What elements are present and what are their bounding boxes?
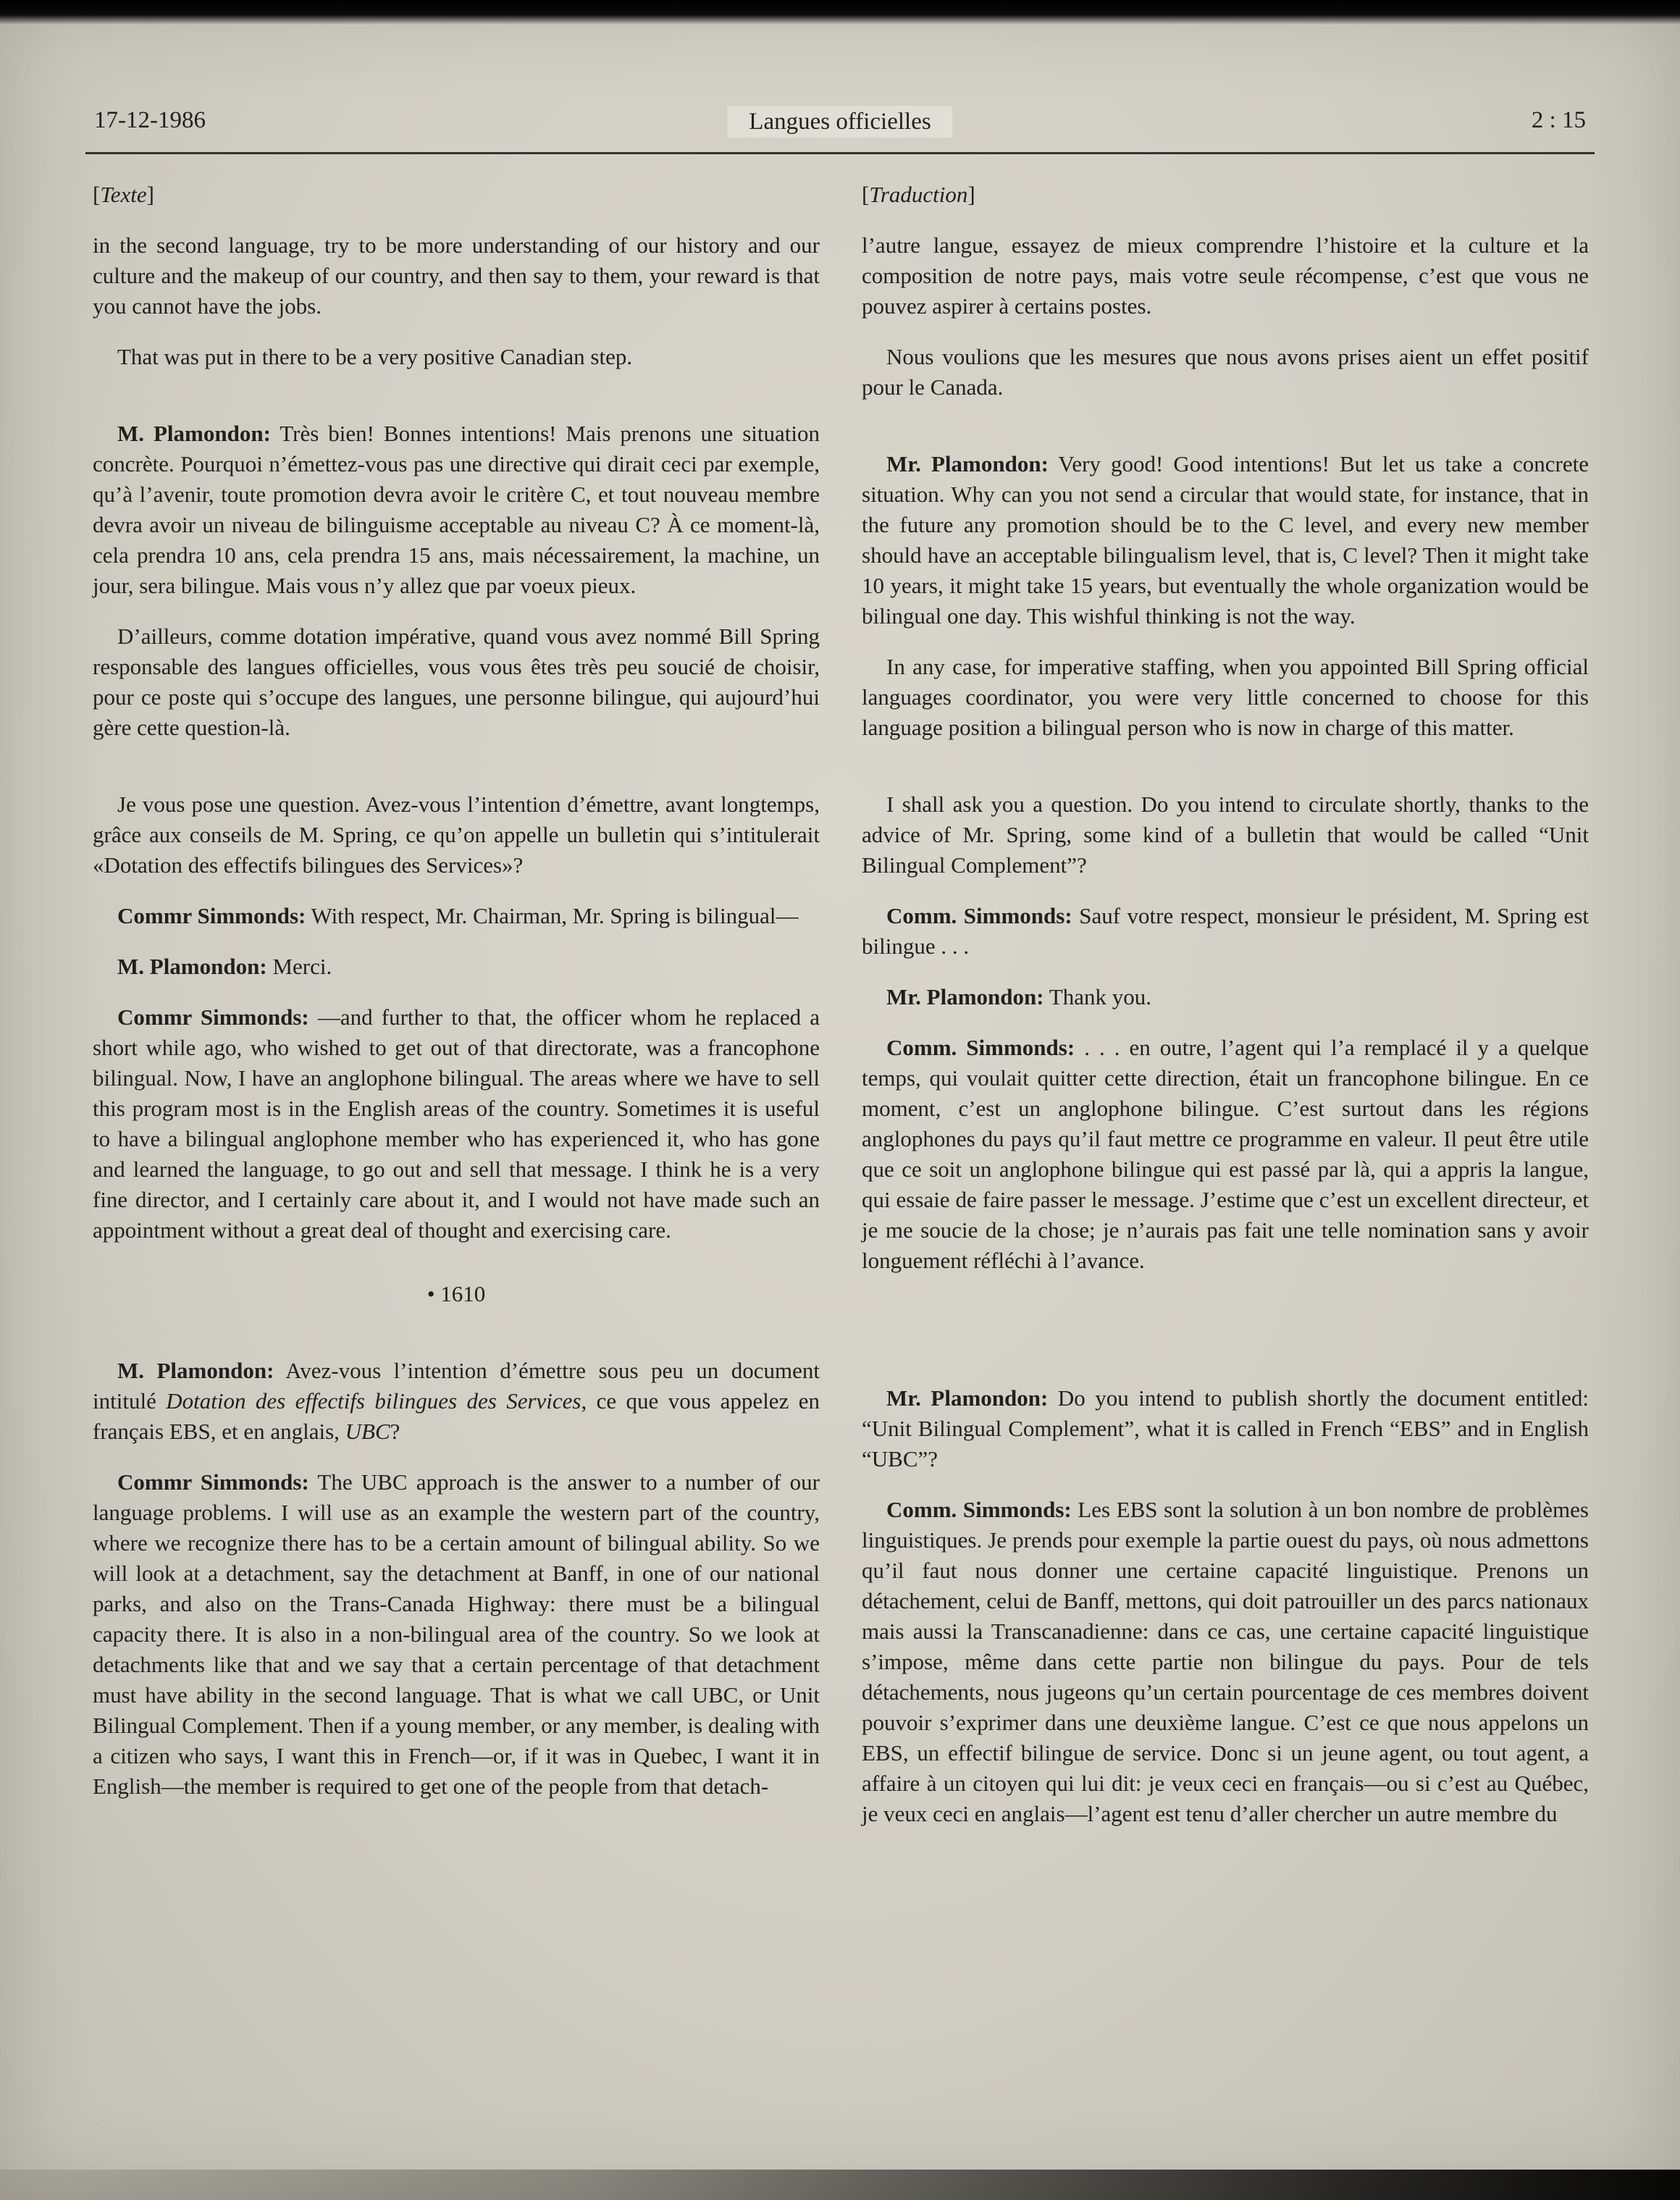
- paragraph: That was put in there to be a very positive Canadian step.: [117, 344, 633, 369]
- paragraph: M. Plamondon: Merci.: [117, 954, 332, 979]
- paragraph: Comm. Simmonds: . . . en outre, l’agent qui l’a remplacé il y a quelque temps, qui voulait quitter cette direction, était un francophone bilingue. En ce moment, c’est un anglophone bilingue. C’est surtout dans les régions anglophones du pays qu’il faut mettre ce programme en valeur. Il peut être utile que ce soit un anglophone bilingue qui est passé par là, qui a appris la langue, qui essaie de faire passer le message. J’estime que c’est un excellent directeur, et je me soucie de la chose; je n’aurais pas fait une telle nomination sans y avoir longuement réfléchi à l’avance.: [862, 1035, 1589, 1273]
- header-date: 17-12-1986: [94, 107, 206, 133]
- paragraph: D’ailleurs, comme dotation impérative, quand vous avez nommé Bill Spring responsable des langues officielles, vous vous êtes très peu soucié de choisir, pour ce poste qui s’occupe des langues, une personne bilingue, qui aujourd’hui gère cette question-là.: [93, 624, 820, 740]
- paragraph: In any case, for imperative staffing, when you appointed Bill Spring official languages coordinator, you were very little concerned to choose for this language position a bilingual person who is now in charge of this matter.: [862, 654, 1589, 740]
- paragraph: Commr Simmonds: With respect, Mr. Chairman, Mr. Spring is bilingual—: [117, 903, 799, 928]
- paragraph: M. Plamondon: Très bien! Bonnes intentions! Mais prenons une situation concrète. Pourquoi n’émettez-vous pas une directive qui dirait ceci par exemple, qu’à l’avenir, toute promotion devra avoir le critère C, et tout nouveau membre devra avoir un niveau de bilinguisme acceptable au niveau C? À ce moment-là, cela prendra 10 ans, cela prendra 15 ans, mais nécessairement, la machine, un jour, sera bilingue. Mais vous n’y allez que par voeux pieux.: [93, 421, 820, 598]
- two-column-body: [93, 180, 1589, 1829]
- scan-edge-top: [0, 0, 1680, 25]
- paragraph: Mr. Plamondon: Thank you.: [886, 984, 1151, 1009]
- paragraph: M. Plamondon: Avez-vous l’intention d’émettre sous peu un document intitulé Dotation des effectifs bilingues des Services, ce que vous appelez en français EBS, et en anglais, UBC?: [93, 1358, 820, 1444]
- paragraph: l’autre langue, essayez de mieux comprendre l’histoire et la culture et la composition de notre pays, mais votre seule récompense, c’est que vous ne pouvez aspirer à certains postes.: [862, 232, 1589, 319]
- column-label: [Texte]: [93, 182, 154, 207]
- header-page-number: 2 : 15: [1531, 107, 1586, 133]
- paragraph: Mr. Plamondon: Very good! Good intentions! But let us take a concrete situation. Why can you not send a circular that would state, for instance, that in the future any promotion should be to the C level, and every new member should have an acceptable bilingualism level, that is, C level? Then it might take 10 years, it might take 15 years, but eventually the whole organization would be bilingual one day. This wishful thinking is not the way.: [862, 451, 1589, 629]
- column-label: [Traduction]: [862, 182, 975, 207]
- column-traduction: [862, 180, 1589, 1829]
- paragraph: Nous voulions que les mesures que nous avons prises aient un effet positif pour le Canada.: [862, 344, 1589, 400]
- paragraph: Mr. Plamondon: Do you intend to publish shortly the document entitled: “Unit Bilingual Complement”, what it is called in French “EBS” and in English “UBC”?: [862, 1385, 1589, 1471]
- paragraph: Commr Simmonds: —and further to that, the officer whom he replaced a short while ago, who wished to get out of that directorate, was a francophone bilingual. Now, I have an anglophone bilingual. The areas where we have to sell this program most is in the English areas of the country. Sometimes it is useful to have a bilingual anglophone member who has experienced it, who has gone and learned the language, to go out and sell that message. I think he is a very fine director, and I certainly care about it, and I would not have made such an appointment without a great deal of thought and exercising care.: [93, 1004, 820, 1243]
- paragraph: Comm. Simmonds: Sauf votre respect, monsieur le président, M. Spring est bilingue . . .: [862, 903, 1589, 959]
- paragraph: Je vous pose une question. Avez-vous l’intention d’émettre, avant longtemps, grâce aux conseils de M. Spring, ce qu’on appelle un bulletin qui s’intitulerait «Dotation des effectifs bilingues des Services»?: [93, 792, 820, 878]
- scan-edge-bottom: [0, 2170, 1680, 2200]
- timestamp-marker: • 1610: [427, 1281, 486, 1306]
- header-title: Langues officielles: [727, 106, 952, 138]
- column-texte: [93, 180, 820, 1829]
- paragraph: in the second language, try to be more understanding of our history and our culture and the makeup of our country, and then say to them, your reward is that you cannot have the jobs.: [93, 232, 820, 319]
- paragraph: Commr Simmonds: The UBC approach is the answer to a number of our language problems. I will use as an example the western part of the country, where we recognize there has to be a certain amount of bilingual ability. So we will look at a detachment, say the detachment at Banff, in one of our national parks, and also on the Trans-Canada Highway: there must be a bilingual capacity there. It is also in a non-bilingual area of the country. So we look at detachments like that and we say that a certain percentage of that detachment must have ability in the second language. That is what we call UBC, or Unit Bilingual Complement. Then if a young member, or any member, is dealing with a citizen who says, I want this in French—or, if it was in Quebec, I want it in English—the member is required to get one of the people from that detach-: [93, 1469, 820, 1799]
- page-header: [94, 106, 1586, 135]
- header-rule: [85, 152, 1595, 154]
- paragraph: I shall ask you a question. Do you intend to circulate shortly, thanks to the advice of Mr. Spring, some kind of a bulletin that would be called “Unit Bilingual Complement”?: [862, 792, 1589, 878]
- paragraph: Comm. Simmonds: Les EBS sont la solution à un bon nombre de problèmes linguistiques. Je prends pour exemple la partie ouest du pays, où nous admettons qu’il faut nous donner une certaine capacité linguistique. Prenons un détachement, celui de Banff, mettons, qui doit patrouiller un des parcs nationaux mais aussi la Transcanadienne: dans ce cas, une certaine capacité linguistique s’impose, même dans cette partie non bilingue du pays. Pour de tels détachements, nous jugeons qu’un certain pourcentage de ces membres doivent pouvoir s’exprimer dans une deuxième langue. C’est ce que nous appelons un EBS, un effectif bilingue de service. Donc si un jeune agent, ou tout agent, a affaire à un citoyen qui lui dit: je veux ceci en français—ou si c’est au Québec, je veux ceci en anglais—l’agent est tenu d’aller chercher un autre membre du: [862, 1497, 1589, 1826]
